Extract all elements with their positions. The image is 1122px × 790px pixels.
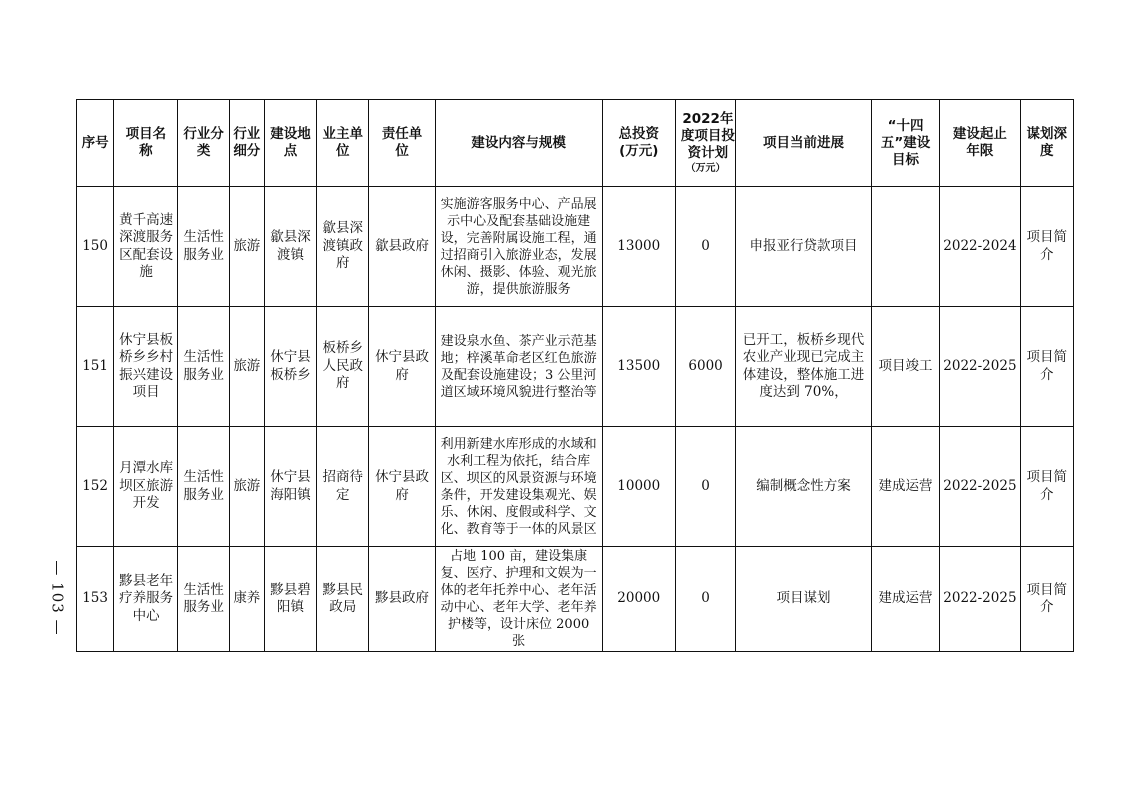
header-goal: “十四五”建设目标 — [871, 100, 939, 187]
cell-progress: 已开工，板桥乡现代农业产业现已完成主体建设，整体施工进度达到 70%， — [736, 307, 872, 427]
header-subindustry: 行业细分 — [229, 100, 264, 187]
cell-seq: 153 — [77, 547, 114, 652]
cell-subindustry: 康养 — [229, 547, 264, 652]
cell-name: 黄千高速深渡服务区配套设施 — [114, 187, 178, 307]
cell-goal — [871, 187, 939, 307]
cell-owner: 歙县深渡镇政府 — [317, 187, 369, 307]
cell-depth: 项目简介 — [1020, 427, 1073, 547]
cell-industry: 生活性服务业 — [178, 307, 229, 427]
cell-progress: 编制概念性方案 — [736, 427, 872, 547]
cell-responsible: 休宁县政府 — [369, 307, 435, 427]
cell-content: 实施游客服务中心、产品展示中心及配套基础设施建设，完善附属设施工程，通过招商引入旅游业态，发展休闲、摄影、体验、观光旅游，提供旅游服务 — [435, 187, 602, 307]
project-table — [76, 99, 1074, 652]
cell-name: 休宁县板桥乡乡村振兴建设项目 — [114, 307, 178, 427]
cell-period: 2022-2025 — [940, 547, 1020, 652]
cell-goal: 建成运营 — [871, 547, 939, 652]
cell-responsible: 黟县政府 — [369, 547, 435, 652]
cell-total-investment: 10000 — [602, 427, 675, 547]
header-plan-2022: 2022年度项目投资计划 （万元） — [675, 100, 735, 187]
cell-responsible: 歙县政府 — [369, 187, 435, 307]
header-progress: 项目当前进展 — [736, 100, 872, 187]
header-location: 建设地点 — [264, 100, 316, 187]
header-seq: 序号 — [77, 100, 114, 187]
cell-name: 月潭水库坝区旅游开发 — [114, 427, 178, 547]
cell-location: 休宁县海阳镇 — [264, 427, 316, 547]
cell-period: 2022-2025 — [940, 427, 1020, 547]
header-plan-2022-unit: （万元） — [685, 163, 726, 174]
cell-responsible: 休宁县政府 — [369, 427, 435, 547]
header-name: 项目名称 — [114, 100, 178, 187]
table-row — [77, 427, 1074, 547]
header-responsible: 责任单位 — [369, 100, 435, 187]
cell-total-investment: 20000 — [602, 547, 675, 652]
cell-content: 建设泉水鱼、茶产业示范基地；梓溪革命老区红色旅游及配套设施建设；3 公里河道区域环境风貌进行整治等 — [435, 307, 602, 427]
cell-seq: 152 — [77, 427, 114, 547]
page-number — [46, 548, 70, 648]
cell-industry: 生活性服务业 — [178, 547, 229, 652]
cell-progress: 申报亚行贷款项目 — [736, 187, 872, 307]
cell-seq: 150 — [77, 187, 114, 307]
cell-owner: 黟县民政局 — [317, 547, 369, 652]
cell-industry: 生活性服务业 — [178, 187, 229, 307]
cell-content: 占地 100 亩，建设集康复、医疗、护理和文娱为一体的老年托养中心、老年活动中心、老年大学、老年养护楼等，设计床位 2000 张 — [435, 547, 602, 652]
header-period: 建设起止年限 — [940, 100, 1020, 187]
cell-period: 2022-2024 — [940, 187, 1020, 307]
page-number-text: — 103 — — [49, 560, 68, 636]
cell-seq: 151 — [77, 307, 114, 427]
header-depth: 谋划深度 — [1020, 100, 1073, 187]
cell-subindustry: 旅游 — [229, 307, 264, 427]
cell-name: 黟县老年疗养服务中心 — [114, 547, 178, 652]
cell-subindustry: 旅游 — [229, 427, 264, 547]
cell-location: 歙县深渡镇 — [264, 187, 316, 307]
cell-content: 利用新建水库形成的水域和水利工程为依托，结合库区、坝区的风景资源与环境条件，开发建设集观光、娱乐、休闲、度假或科学、文化、教育等于一体的风景区 — [435, 427, 602, 547]
cell-depth: 项目简介 — [1020, 547, 1073, 652]
table-row — [77, 307, 1074, 427]
cell-plan-2022: 0 — [675, 187, 735, 307]
header-row — [77, 100, 1074, 187]
cell-owner: 板桥乡人民政府 — [317, 307, 369, 427]
cell-industry: 生活性服务业 — [178, 427, 229, 547]
header-owner: 业主单位 — [317, 100, 369, 187]
cell-goal: 建成运营 — [871, 427, 939, 547]
cell-depth: 项目简介 — [1020, 307, 1073, 427]
cell-total-investment: 13500 — [602, 307, 675, 427]
header-total-investment: 总投资(万元) — [602, 100, 675, 187]
cell-period: 2022-2025 — [940, 307, 1020, 427]
table-row — [77, 547, 1074, 652]
cell-location: 黟县碧阳镇 — [264, 547, 316, 652]
cell-location: 休宁县板桥乡 — [264, 307, 316, 427]
cell-owner: 招商待定 — [317, 427, 369, 547]
cell-total-investment: 13000 — [602, 187, 675, 307]
header-industry: 行业分类 — [178, 100, 229, 187]
cell-subindustry: 旅游 — [229, 187, 264, 307]
cell-progress: 项目谋划 — [736, 547, 872, 652]
cell-goal: 项目竣工 — [871, 307, 939, 427]
header-content: 建设内容与规模 — [435, 100, 602, 187]
table-row — [77, 187, 1074, 307]
cell-plan-2022: 6000 — [675, 307, 735, 427]
cell-plan-2022: 0 — [675, 427, 735, 547]
cell-depth: 项目简介 — [1020, 187, 1073, 307]
cell-plan-2022: 0 — [675, 547, 735, 652]
